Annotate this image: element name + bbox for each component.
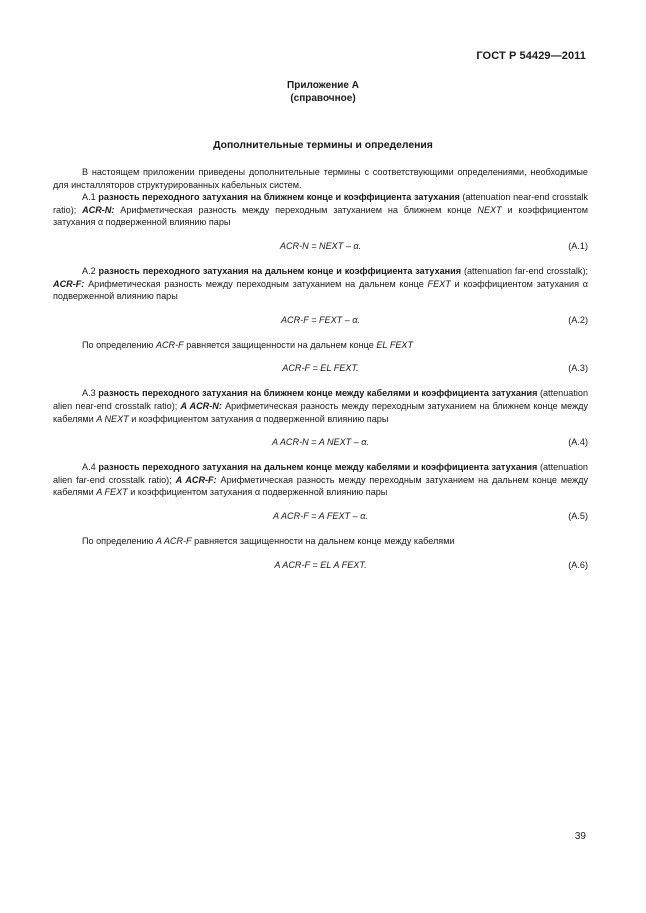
term-paragraph xyxy=(53,387,588,425)
term-english: (attenuation far-end crosstalk); xyxy=(463,265,589,276)
formula-row xyxy=(53,314,588,328)
formula: ACR-N = NEXT – α. xyxy=(279,240,362,251)
term-abbreviation: A ACR-F: xyxy=(175,474,217,485)
formula: A ACR-F = EL A FEXT. xyxy=(274,559,367,570)
formula: A ACR-N = A NEXT – α. xyxy=(271,437,370,448)
formula-number: (А.3) xyxy=(568,363,588,374)
formula-row xyxy=(53,510,588,524)
note-text: По определению xyxy=(82,535,154,546)
note-variable: A ACR-F xyxy=(155,535,192,546)
note-paragraph xyxy=(53,339,588,352)
term-definition-end: и коэффициентом затухания α подверженной влиянию пары xyxy=(130,487,388,498)
note-variable: ACR-F xyxy=(155,339,184,350)
section-title: Дополнительные термины и определения xyxy=(213,140,433,151)
formula: ACR-F = EL FEXT. xyxy=(282,363,359,374)
formula-row xyxy=(53,240,588,254)
term-number: А.1 xyxy=(82,192,96,203)
term-variable: A NEXT xyxy=(96,413,129,424)
term-variable: A FEXT xyxy=(96,487,128,498)
standard-header: ГОСТ Р 54429—2011 xyxy=(476,50,586,62)
term-number: А.3 xyxy=(82,388,96,399)
term-definition: Арифметическая разность между переходным затуханием на ближнем конце xyxy=(120,204,472,215)
term-name: разность переходного затухания на дальнем конце между кабелями и коэффициента затухания xyxy=(98,462,538,473)
term-variable: FEXT xyxy=(427,278,451,289)
formula-row xyxy=(53,436,588,450)
formula-number: (А.4) xyxy=(568,437,588,448)
note-text-mid: равняется защищенности на дальнем конце между кабелями xyxy=(194,535,455,546)
formula-row xyxy=(53,559,588,573)
term-english: (attenuation alien far-end crosstalk ratio); xyxy=(53,462,588,485)
appendix-title: Приложение А xyxy=(287,80,359,91)
term-abbreviation: A ACR-N: xyxy=(180,400,222,411)
term-definition-end: и коэффициентом затухания α подверженной влиянию пары xyxy=(131,413,389,424)
term-english: (attenuation near-end crosstalk ratio); xyxy=(53,192,588,215)
term-definition-end: и коэффициентом затухания α подверженной влиянию пары xyxy=(53,204,588,228)
term-variable: NEXT xyxy=(477,204,502,215)
intro-paragraph: В настоящем приложении приведены дополнительные термины с соответствующими определениями, необходимые для инсталляторов структурированных кабельных систем. xyxy=(53,167,588,190)
term-name: разность переходного затухания на дальнем конце и коэффициента затухания xyxy=(98,265,462,276)
term-paragraph xyxy=(53,265,588,303)
formula: ACR-F = FEXT – α. xyxy=(280,314,361,325)
formula-number: (А.1) xyxy=(568,240,588,251)
formula-number: (А.2) xyxy=(568,314,588,325)
formula-number: (А.6) xyxy=(568,559,588,570)
note-text: По определению xyxy=(82,339,154,350)
document-body xyxy=(53,166,588,584)
note-text-mid: равняется защищенности на дальнем конце xyxy=(186,339,374,350)
page-number: 39 xyxy=(574,831,586,842)
term-abbreviation: ACR-N: xyxy=(82,204,115,215)
note-variable-2: EL FEXT xyxy=(376,339,414,350)
formula-number: (А.5) xyxy=(568,510,588,521)
term-abbreviation: ACR-F: xyxy=(53,278,85,289)
term-paragraph xyxy=(53,461,588,499)
term-english: (attenuation alien near-end crosstalk ratio); xyxy=(53,388,588,411)
term-definition-end: и коэффициентом затухания α подверженной влиянию пары xyxy=(53,278,589,302)
term-paragraph xyxy=(53,191,588,229)
formula: A ACR-F = A FEXT – α. xyxy=(273,510,368,521)
term-definition: Арифметическая разность между переходным затуханием на дальнем конце xyxy=(88,278,424,289)
term-name: разность переходного затухания на ближнем конце и коэффициента затухания xyxy=(98,192,460,203)
term-definition: Арифметическая разность между переходным затуханием на ближнем конце между кабелями xyxy=(53,400,589,424)
term-number: А.2 xyxy=(82,265,96,276)
term-definition: Арифметическая разность между переходным затуханием на дальнем конце между кабелями xyxy=(53,474,588,498)
term-number: А.4 xyxy=(82,462,96,473)
formula-row xyxy=(53,362,588,376)
note-paragraph xyxy=(53,535,588,548)
term-name: разность переходного затухания на ближнем конце между кабелями и коэффициента затухания xyxy=(98,388,538,399)
appendix-subtitle: (справочное) xyxy=(290,93,356,104)
